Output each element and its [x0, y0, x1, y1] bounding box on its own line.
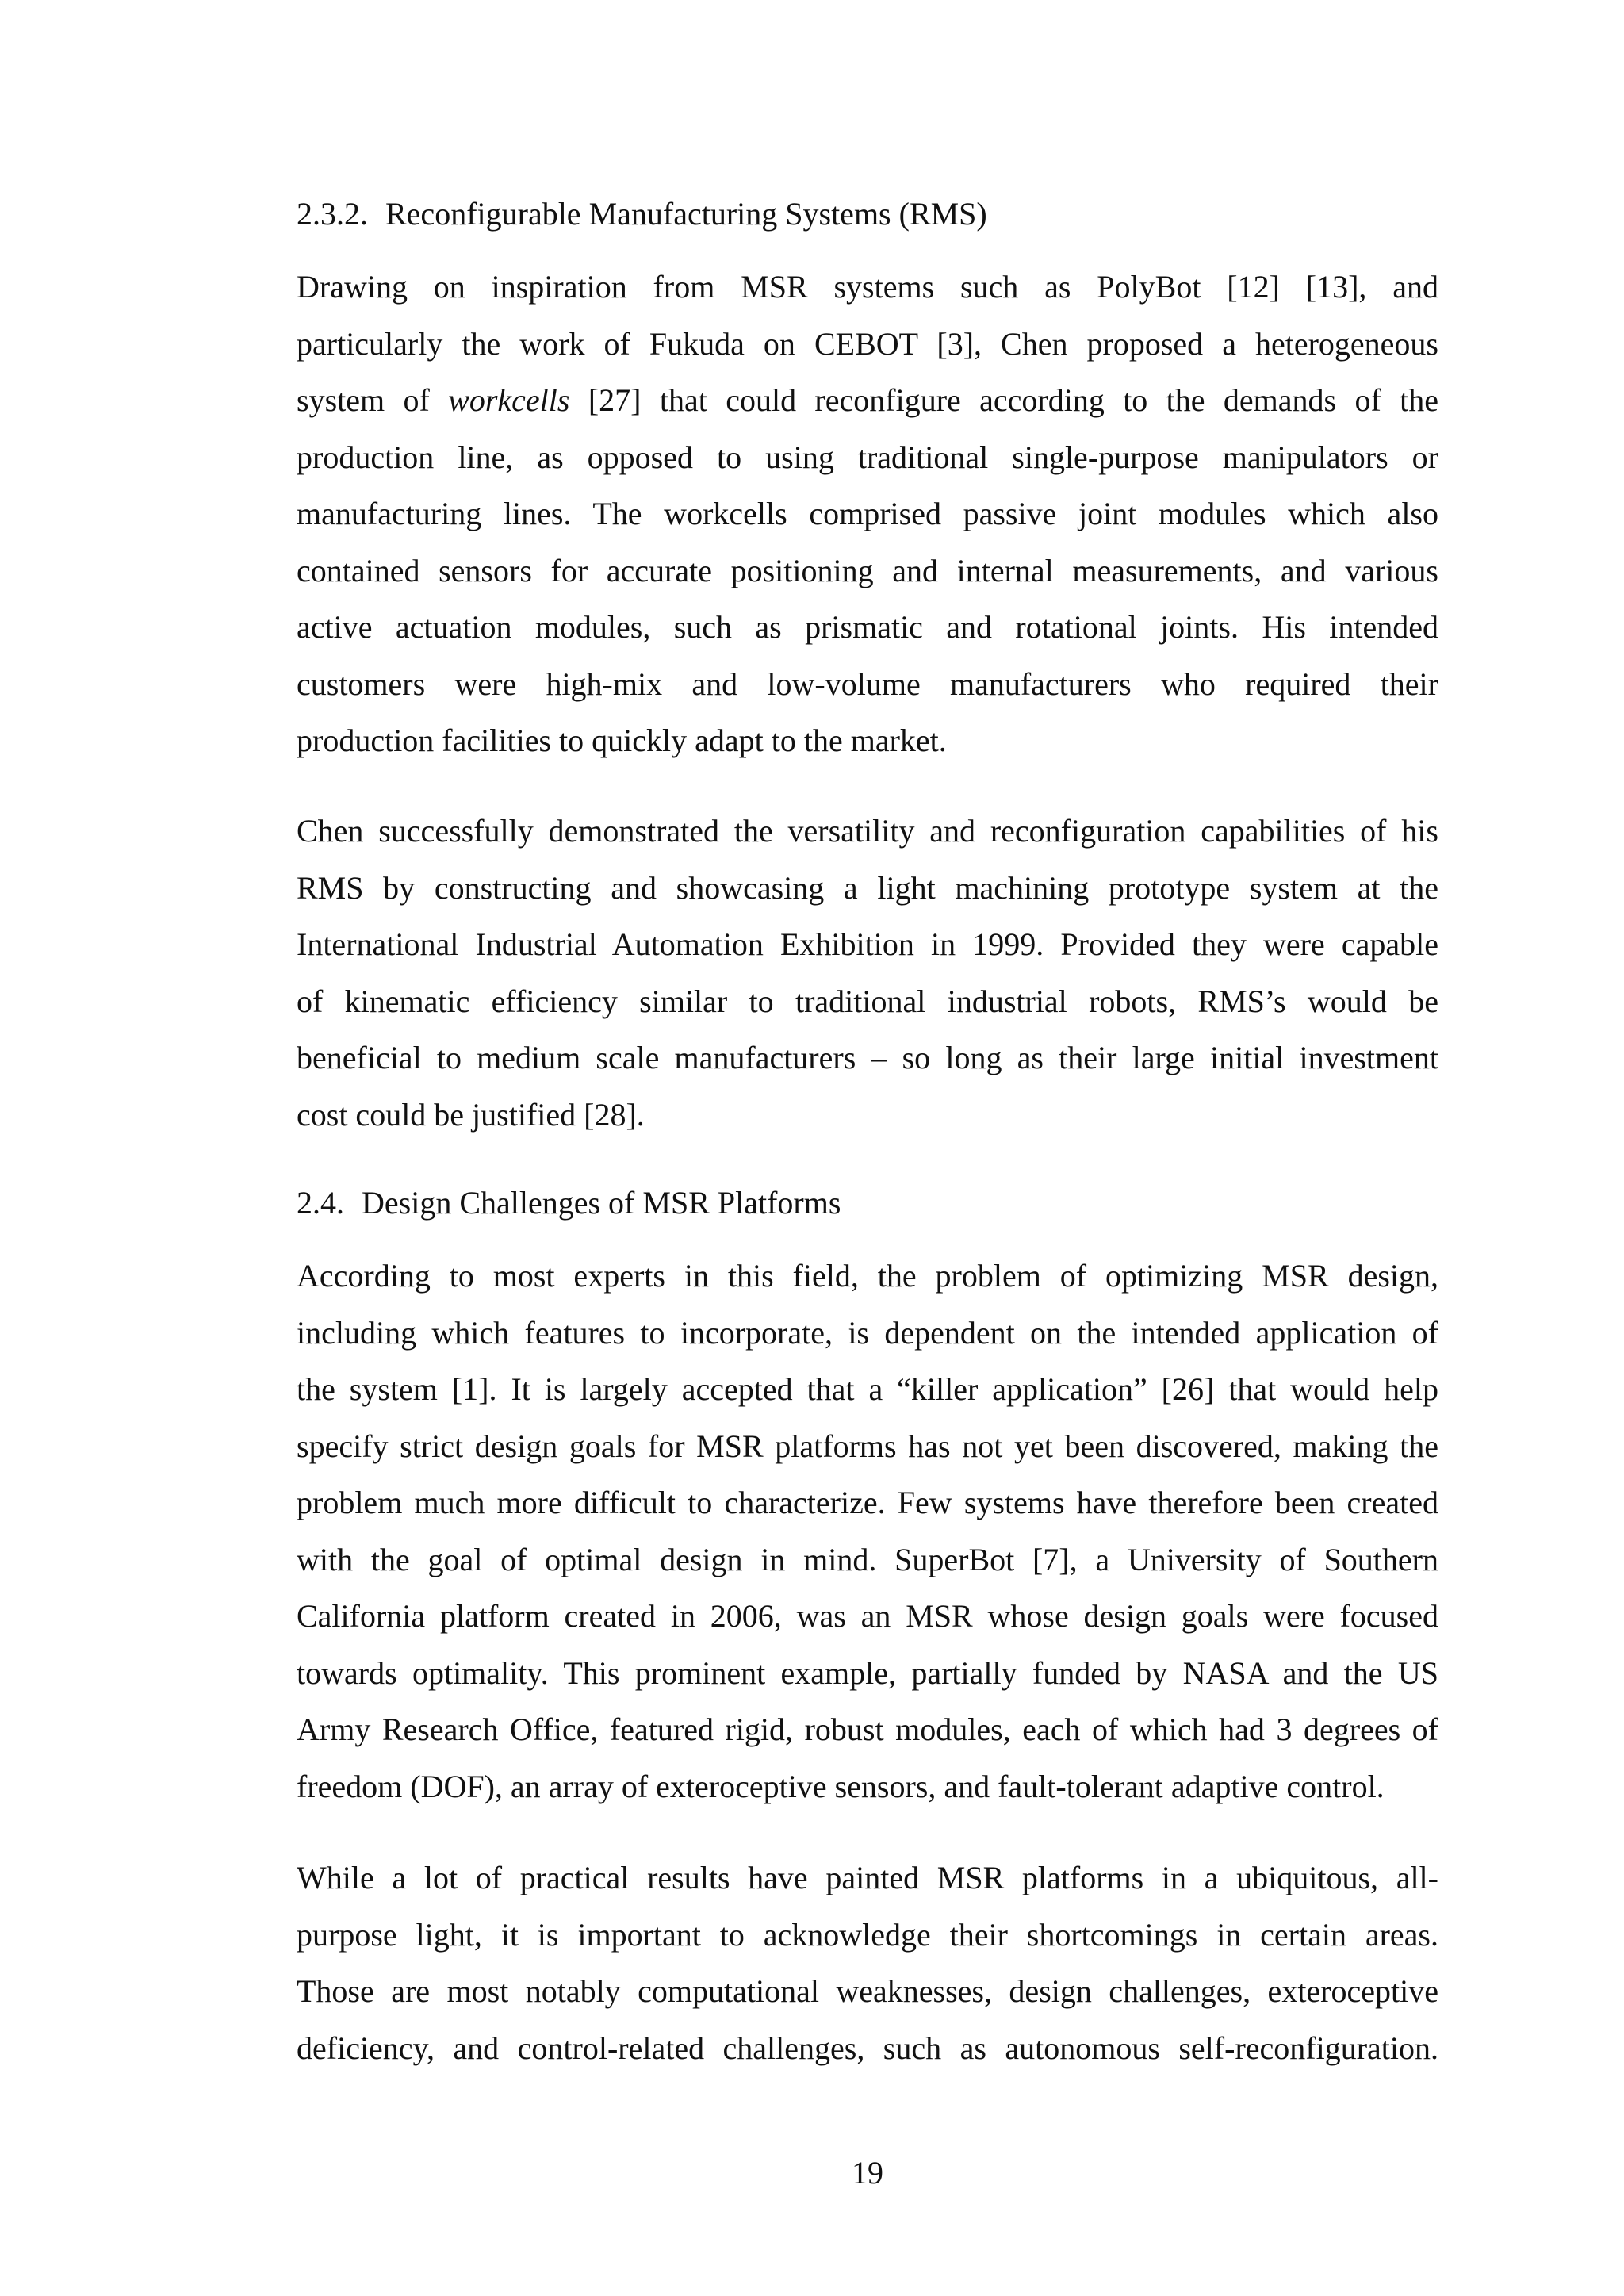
paragraph-line: freedom (DOF), an array of exteroceptive sensors, and fault-tolerant adaptive control.: [297, 1768, 1385, 1804]
paragraph-line: with the goal of optimal design in mind. SuperBot [7], a University of Southern: [297, 1541, 1438, 1577]
paragraph-line: customers were high-mix and low-volume manufacturers who required their: [297, 665, 1438, 702]
section-number: 2.3.2.: [297, 196, 368, 232]
paragraph-line: contained sensors for accurate positioning and internal measurements, and various: [297, 552, 1438, 588]
paragraph-line: specify strict design goals for MSR platforms has not yet been discovered, making the: [297, 1428, 1438, 1464]
paragraph-chen-demonstration: [297, 803, 1438, 1143]
paragraph-line: production line, as opposed to using traditional single-purpose manipulators or: [297, 439, 1438, 475]
section-title: Design Challenges of MSR Platforms: [362, 1185, 841, 1221]
paragraph-line: of kinematic efficiency similar to traditional industrial robots, RMS’s would be: [297, 983, 1438, 1019]
line-segment: system of: [297, 382, 449, 418]
section-heading-2-3-2: [297, 195, 987, 233]
paragraph-line: Army Research Office, featured rigid, robust modules, each of which had 3 degrees of: [297, 1711, 1438, 1747]
paragraph-line: beneficial to medium scale manufacturers – so long as their large initial investment: [297, 1040, 1438, 1075]
section-title: Reconfigurable Manufacturing Systems (RMS): [385, 196, 987, 232]
paragraph-design-challenges: [297, 1248, 1438, 1815]
paragraph-line: While a lot of practical results have painted MSR platforms in a ubiquitous, all-: [297, 1860, 1438, 1895]
paragraph-line: particularly the work of Fukuda on CEBOT [3], Chen proposed a heterogeneous: [297, 325, 1438, 362]
page-number: 19: [852, 2155, 883, 2191]
paragraph-line: the system [1]. It is largely accepted that a “killer application” [26] that would help: [297, 1371, 1438, 1407]
paragraph-rms-intro: [297, 259, 1438, 769]
paragraph-line: towards optimality. This prominent example, partially funded by NASA and the US: [297, 1654, 1438, 1691]
paragraph-line: [297, 372, 1438, 429]
document-page: [297, 0, 1438, 2296]
paragraph-shortcomings: [297, 1849, 1438, 2076]
paragraph-line: production facilities to quickly adapt to the market.: [297, 723, 947, 758]
paragraph-line: RMS by constructing and showcasing a light machining prototype system at the: [297, 869, 1438, 906]
paragraph-line: problem much more difficult to characterize. Few systems have therefore been created: [297, 1485, 1438, 1520]
section-heading-2-4: [297, 1184, 841, 1222]
paragraph-line: Chen successfully demonstrated the versatility and reconfiguration capabilities of his: [297, 813, 1438, 849]
paragraph-line: Drawing on inspiration from MSR systems such as PolyBot [12] [13], and: [297, 269, 1438, 305]
line-segment: [27] that could reconfigure according to the demands of the: [569, 382, 1439, 418]
paragraph-line: purpose light, it is important to acknowledge their shortcomings in certain areas.: [297, 1916, 1438, 1953]
paragraph-line: including which features to incorporate, is dependent on the intended application of: [297, 1314, 1438, 1351]
paragraph-line: International Industrial Automation Exhibition in 1999. Provided they were capable: [297, 926, 1438, 962]
paragraph-line: According to most experts in this field, the problem of optimizing MSR design,: [297, 1258, 1438, 1294]
italic-term: workcells: [448, 382, 570, 418]
paragraph-line: manufacturing lines. The workcells comprised passive joint modules which also: [297, 496, 1438, 531]
section-number: 2.4.: [297, 1185, 344, 1221]
paragraph-line: Those are most notably computational weaknesses, design challenges, exteroceptive: [297, 1973, 1438, 2009]
paragraph-line: deficiency, and control-related challenges, such as autonomous self-reconfiguration.: [297, 2030, 1438, 2066]
paragraph-line: active actuation modules, such as prismatic and rotational joints. His intended: [297, 609, 1438, 645]
paragraph-line: cost could be justified [28].: [297, 1096, 645, 1133]
paragraph-line: California platform created in 2006, was an MSR whose design goals were focused: [297, 1598, 1438, 1634]
